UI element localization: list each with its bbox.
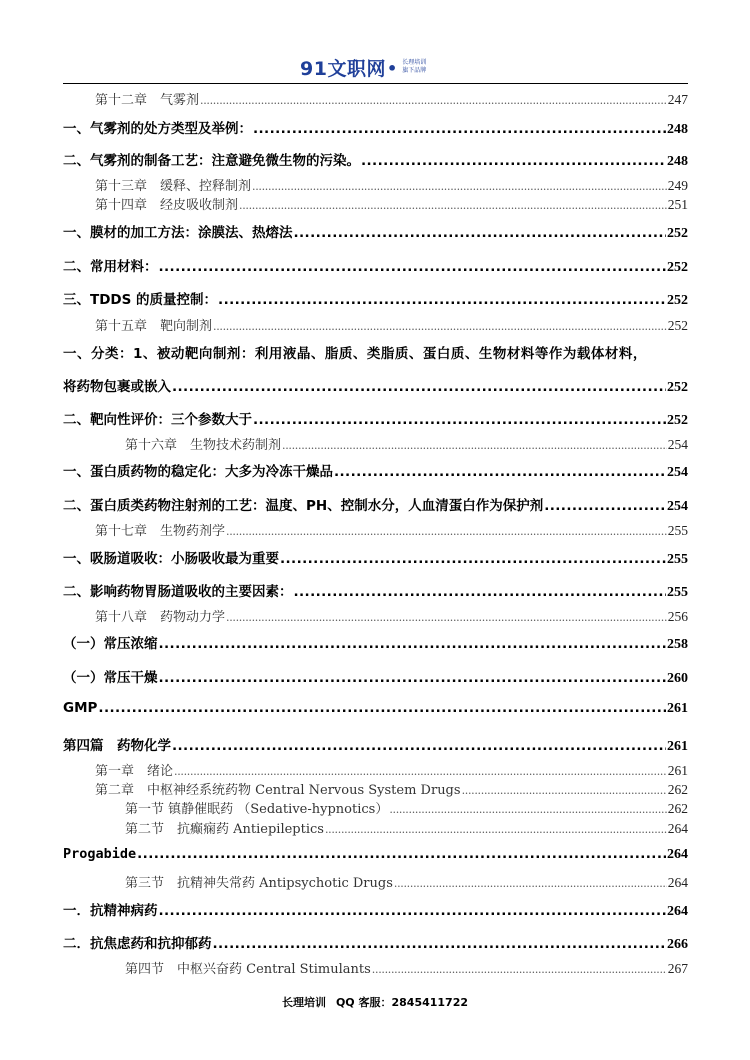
toc-entry-page: 264	[667, 821, 688, 836]
toc-leader	[226, 525, 667, 538]
toc-entry-title: （一）常压浓缩	[63, 636, 158, 652]
logo-dot: •	[386, 59, 398, 78]
toc-entry-page: 252	[667, 380, 688, 395]
toc-leader	[159, 670, 667, 686]
toc-entry-title: 二、蛋白质类药物注射剂的工艺：温度、PH、控制水分，人血清蛋白作为保护剂	[63, 498, 544, 514]
toc-entry-page: 264	[667, 875, 688, 890]
toc-leader	[253, 412, 666, 428]
toc-entry-page: 261	[667, 701, 688, 716]
header-divider	[63, 83, 688, 84]
footer-qq: QQ 客服：2845411722	[335, 996, 469, 1009]
toc-entry[interactable]	[63, 872, 688, 891]
toc-entry[interactable]	[63, 117, 688, 138]
toc-entry[interactable]	[63, 460, 688, 481]
toc-entry[interactable]	[63, 408, 688, 429]
toc-leader	[252, 180, 667, 193]
toc-entry-page: 249	[667, 178, 688, 193]
toc-entry-page: 255	[667, 523, 688, 538]
toc-entry-page: 254	[667, 465, 688, 480]
toc-entry-page: 255	[667, 585, 688, 600]
toc-entry-page: 262	[667, 782, 688, 797]
toc-entry-page: 261	[667, 739, 688, 754]
toc-entry[interactable]	[63, 700, 688, 717]
toc-entry-page: 258	[667, 637, 688, 652]
toc-entry[interactable]	[63, 899, 688, 920]
toc-entry-title: GMP	[63, 700, 98, 716]
toc-leader	[282, 439, 667, 452]
toc-entry[interactable]	[63, 932, 688, 953]
toc-leader	[253, 121, 666, 137]
toc-leader	[334, 464, 666, 480]
toc-leader	[174, 765, 667, 778]
toc-leader	[213, 936, 667, 952]
toc-entry[interactable]	[63, 779, 688, 798]
toc-entry-page: 266	[667, 937, 688, 952]
toc-entry[interactable]	[63, 315, 688, 334]
toc-entry-title: 二、常用材料：	[63, 259, 158, 275]
toc-entry-title: 三、TDDS 的质量控制：	[63, 292, 218, 308]
toc-entry-title: 将药物包裹或嵌入	[63, 379, 171, 395]
toc-leader	[239, 199, 667, 212]
toc-entry-page: 248	[667, 154, 688, 169]
toc-entry[interactable]	[63, 375, 688, 396]
toc-entry-title: 一、吸肠道吸收：小肠吸收最为重要	[63, 551, 279, 567]
toc-entry-page: 254	[667, 437, 688, 452]
toc-leader	[325, 823, 667, 836]
toc-leader	[137, 846, 666, 862]
toc-entry-title: 第二章 中枢神经系统药物 Central Nervous System Drugs	[95, 783, 461, 798]
toc-entry-title: 第十四章 经皮吸收制剂	[95, 198, 239, 213]
toc-entry[interactable]	[63, 194, 688, 213]
toc-entry[interactable]	[63, 89, 688, 108]
toc-leader	[200, 94, 667, 107]
toc-entry[interactable]	[63, 149, 688, 170]
logo-text: 91文职网	[300, 58, 386, 80]
toc-leader	[172, 379, 666, 395]
toc-entry-title: 第十二章 气雾剂	[95, 93, 200, 108]
toc-entry-page: 252	[667, 226, 688, 241]
toc-entry[interactable]	[63, 580, 688, 601]
toc-entry[interactable]	[63, 520, 688, 539]
toc-leader	[294, 225, 667, 241]
toc-entry-page: 256	[667, 609, 688, 624]
toc-entry[interactable]	[63, 221, 688, 242]
toc-entry-title: 第四节 中枢兴奋药 Central Stimulants	[125, 962, 371, 977]
toc-leader	[172, 738, 666, 754]
toc-entry-title: 第一节 镇静催眠药 （Sedative-hypnotics）	[125, 802, 389, 817]
toc-entry-title: 二、影响药物胃肠道吸收的主要因素：	[63, 584, 293, 600]
toc-leader	[159, 903, 667, 919]
logo-tagline-line1: 长理培训	[402, 59, 427, 66]
toc-entry-title: 第十八章 药物动力学	[95, 610, 226, 625]
toc-leader	[159, 636, 667, 652]
toc-entry[interactable]	[63, 606, 688, 625]
toc-entry[interactable]	[63, 494, 688, 515]
toc-entry-page: 264	[667, 847, 688, 862]
toc-leader	[372, 963, 667, 976]
toc-entry[interactable]	[63, 434, 688, 453]
page-footer	[0, 994, 750, 1010]
logo-tagline	[402, 59, 426, 75]
toc-entry[interactable]	[63, 798, 688, 817]
toc-entry-page: 252	[667, 293, 688, 308]
toc-leader	[361, 153, 666, 169]
toc-entry-page: 252	[667, 413, 688, 428]
toc-leader	[280, 551, 666, 567]
toc-entry[interactable]	[63, 547, 688, 568]
toc-leader	[389, 803, 666, 816]
toc-entry[interactable]	[63, 632, 688, 653]
toc-entry-title: 第十三章 缓释、控释制剂	[95, 179, 252, 194]
toc-entry-title: 第十六章 生物技术药制剂	[125, 438, 282, 453]
toc-entry-page: 267	[667, 961, 688, 976]
toc-entry-page: 248	[667, 122, 688, 137]
toc-entry[interactable]	[63, 958, 688, 977]
toc-entry[interactable]	[63, 175, 688, 194]
toc-entry-title: Progabide	[63, 846, 137, 862]
toc-entry-title: 第四篇 药物化学	[63, 738, 171, 754]
toc-entry-title: 第一章 绪论	[95, 764, 174, 779]
toc-entry-title: 第二节 抗癫痫药 Antiepileptics	[125, 822, 324, 837]
toc-entry-page: 254	[667, 499, 688, 514]
toc-entry-page: 251	[667, 197, 688, 212]
toc-leader	[159, 259, 667, 275]
toc-entry[interactable]	[63, 818, 688, 837]
toc-leader	[226, 611, 667, 624]
toc-entry-title: 二．抗焦虑药和抗抑郁药	[63, 936, 212, 952]
toc-entry-page: 264	[667, 904, 688, 919]
toc-entry-title: 一、气雾剂的处方类型及举例：	[63, 121, 252, 137]
toc-leader	[294, 584, 667, 600]
toc-leader	[213, 320, 667, 333]
toc-entry[interactable]	[63, 760, 688, 779]
toc-entry-page: 262	[667, 801, 688, 816]
toc-entry-title: 一．抗精神病药	[63, 903, 158, 919]
toc-leader	[544, 498, 666, 514]
toc-entry-title: 第十五章 靶向制剂	[95, 319, 213, 334]
toc-entry-page: 252	[667, 318, 688, 333]
toc-entry[interactable]	[63, 288, 688, 309]
toc-leader	[98, 700, 666, 716]
toc-entry-title: （一）常压干燥	[63, 670, 158, 686]
toc-leader	[394, 877, 667, 890]
toc-entry-wrapped-line: 一、分类：1、被动靶向制剂：利用液晶、脂质、类脂质、蛋白质、生物材料等作为载体材料，	[63, 346, 647, 362]
toc-entry-page: 255	[667, 552, 688, 567]
toc-leader	[462, 784, 667, 797]
toc-entry-title: 二、气雾剂的制备工艺：注意避免微生物的污染。	[63, 153, 360, 169]
toc-entry[interactable]	[63, 255, 688, 276]
toc-entry-title: 第十七章 生物药剂学	[95, 524, 226, 539]
toc-entry[interactable]	[63, 734, 688, 755]
toc-entry-title: 二、靶向性评价：三个参数大于	[63, 412, 252, 428]
toc-entry-page: 260	[667, 671, 688, 686]
toc-entry-page: 261	[667, 763, 688, 778]
toc-entry-title: 一、蛋白质药物的稳定化：大多为冷冻干燥品	[63, 464, 333, 480]
toc-entry-page: 247	[667, 92, 688, 107]
toc-entry[interactable]	[63, 666, 688, 687]
toc-entry-title: 一、膜材的加工方法：涂膜法、热熔法	[63, 225, 293, 241]
toc-entry-title: 第三节 抗精神失常药 Antipsychotic Drugs	[125, 876, 393, 891]
footer-org: 长理培训	[281, 996, 326, 1009]
toc-entry[interactable]	[63, 846, 688, 863]
site-logo	[300, 58, 426, 82]
logo-tagline-line2: 旗下品牌	[402, 67, 427, 74]
toc-entry-page: 252	[667, 260, 688, 275]
toc-leader	[218, 292, 666, 308]
